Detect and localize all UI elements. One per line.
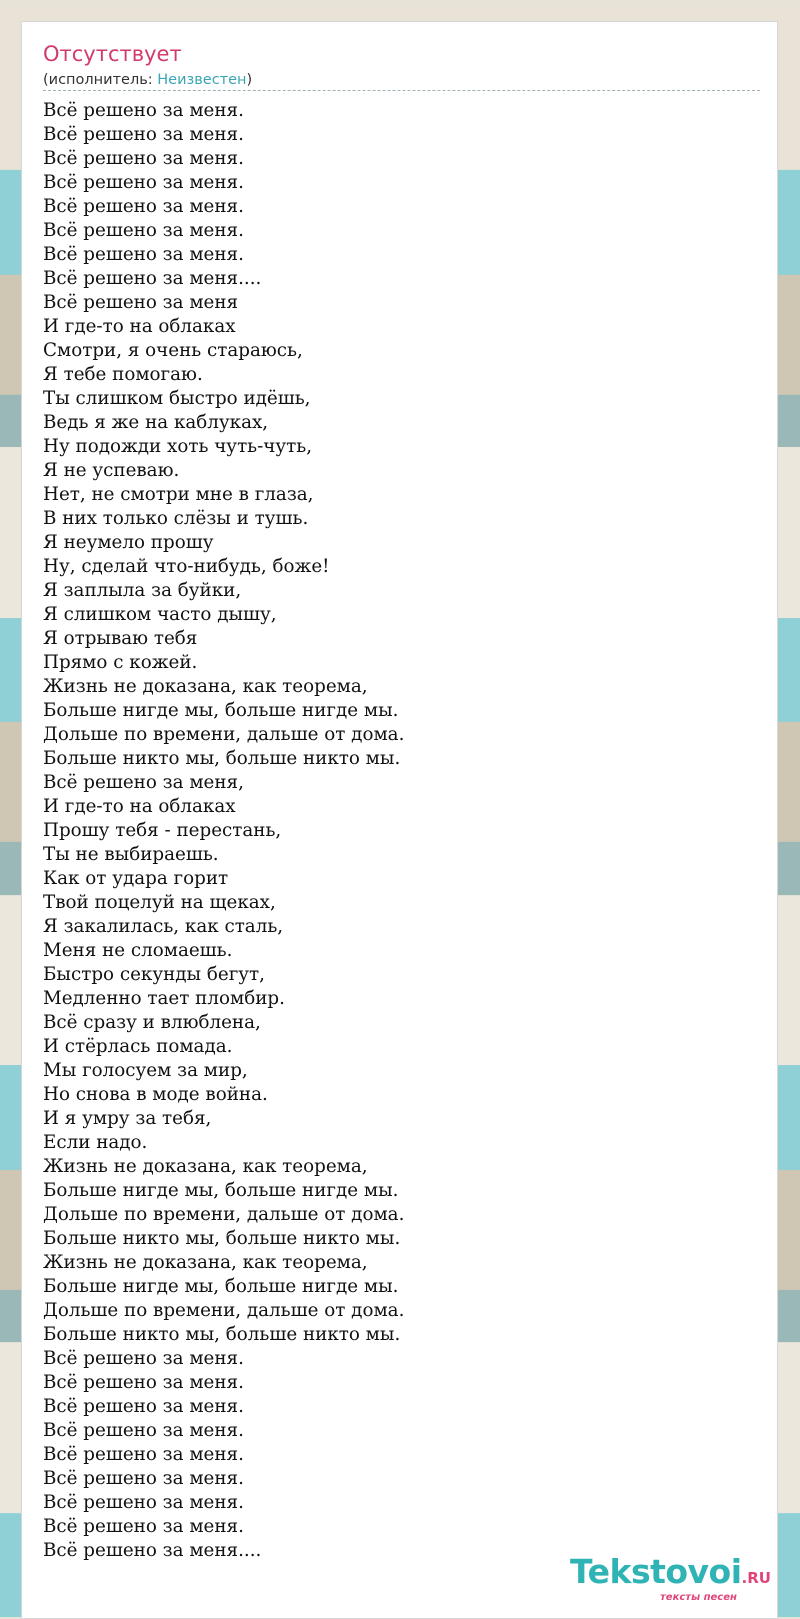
lyric-line: Всё решено за меня. [43,1372,244,1393]
lyric-line: Я тебе помогаю. [43,364,203,385]
lyric-line: Дольше по времени, дальше от дома. [43,724,405,745]
lyric-line: Я заплыла за буйки, [43,580,242,601]
lyric-line: Всё решено за меня. [43,1396,244,1417]
lyric-line: Меня не сломаешь. [43,940,233,961]
lyric-line: Прямо с кожей. [43,652,198,673]
lyric-line: Всё решено за меня. [43,1516,244,1537]
lyric-line: Медленно тает пломбир. [43,988,285,1009]
lyric-line: Если надо. [43,1132,148,1153]
lyric-line: Я закалилась, как сталь, [43,916,284,937]
lyric-line: Больше никто мы, больше никто мы. [43,1324,401,1345]
lyric-line: Ведь я же на каблуках, [43,412,269,433]
lyric-line: Всё решено за меня, [43,772,244,793]
lyric-line: Смотри, я очень стараюсь, [43,340,303,361]
lyric-line: И я умру за тебя, [43,1108,212,1129]
lyric-line: Ну подожди хоть чуть-чуть, [43,436,313,457]
lyric-line: Прошу тебя - перестань, [43,820,282,841]
lyric-line: Всё решено за меня. [43,220,244,241]
lyric-line: Больше никто мы, больше никто мы. [43,1228,401,1249]
lyric-line: Всё решено за меня. [43,172,244,193]
logo-wordmark [570,1552,771,1591]
title-divider [43,90,760,91]
lyric-line: Больше нигде мы, больше нигде мы. [43,700,399,721]
lyric-line: Ты слишком быстро идёшь, [43,388,311,409]
lyric-line: Всё решено за меня. [43,100,244,121]
lyric-line: Я неумело прошу [43,532,214,553]
logo-tagline: тексты песен [660,1592,737,1603]
lyric-line: Я отрываю тебя [43,628,198,649]
lyric-line: И где-то на облаках [43,796,236,817]
lyric-line: Быстро секунды бегут, [43,964,265,985]
lyric-line: Жизнь не доказана, как теорема, [43,1252,368,1273]
lyrics-text [43,99,404,1563]
lyric-line: Всё решено за меня. [43,1420,244,1441]
song-title: Отсутствует [43,42,182,66]
lyric-line: Но снова в моде война. [43,1084,268,1105]
artist-prefix: (исполнитель: [43,72,158,88]
lyric-line: Всё решено за меня.... [43,1540,262,1561]
lyric-line: Всё решено за меня. [43,124,244,145]
lyric-line: Жизнь не доказана, как теорема, [43,1156,368,1177]
lyric-line: Дольше по времени, дальше от дома. [43,1204,405,1225]
lyric-line: Жизнь не доказана, как теорема, [43,676,368,697]
lyric-line: В них только слёзы и тушь. [43,508,309,529]
lyric-line: Дольше по времени, дальше от дома. [43,1300,405,1321]
site-logo[interactable] [570,1552,790,1612]
artist-suffix: ) [246,72,253,88]
lyric-line: Нет, не смотри мне в глаза, [43,484,314,505]
lyric-line: Больше никто мы, больше никто мы. [43,748,401,769]
lyric-line: Твой поцелуй на щеках, [43,892,276,913]
lyric-line: Всё решено за меня. [43,1468,244,1489]
lyric-line: Больше нигде мы, больше нигде мы. [43,1180,399,1201]
lyric-line: И где-то на облаках [43,316,236,337]
lyric-line: Всё решено за меня.... [43,268,262,289]
logo-domain: .RU [741,1569,771,1587]
lyric-line: Всё решено за меня. [43,1348,244,1369]
lyric-line: Мы голосуем за мир, [43,1060,248,1081]
lyric-line: Как от удара горит [43,868,229,889]
lyric-line: Всё решено за меня [43,292,239,313]
lyric-line: Всё решено за меня. [43,1492,244,1513]
logo-name: Tekstovoi [570,1552,742,1591]
lyric-line: Больше нигде мы, больше нигде мы. [43,1276,399,1297]
artist-line [43,72,252,88]
lyric-line: Всё решено за меня. [43,148,244,169]
lyric-line: Всё решено за меня. [43,1444,244,1465]
lyric-line: Я слишком часто дышу, [43,604,277,625]
lyric-line: Всё решено за меня. [43,244,244,265]
lyric-line: Ты не выбираешь. [43,844,219,865]
lyric-line: И стёрлась помада. [43,1036,233,1057]
lyric-line: Всё сразу и влюблена, [43,1012,261,1033]
lyric-line: Я не успеваю. [43,460,180,481]
lyric-line: Всё решено за меня. [43,196,244,217]
lyrics-card [21,21,778,1619]
lyric-line: Ну, сделай что-нибудь, боже! [43,556,330,577]
artist-link[interactable]: Неизвестен [157,72,247,88]
